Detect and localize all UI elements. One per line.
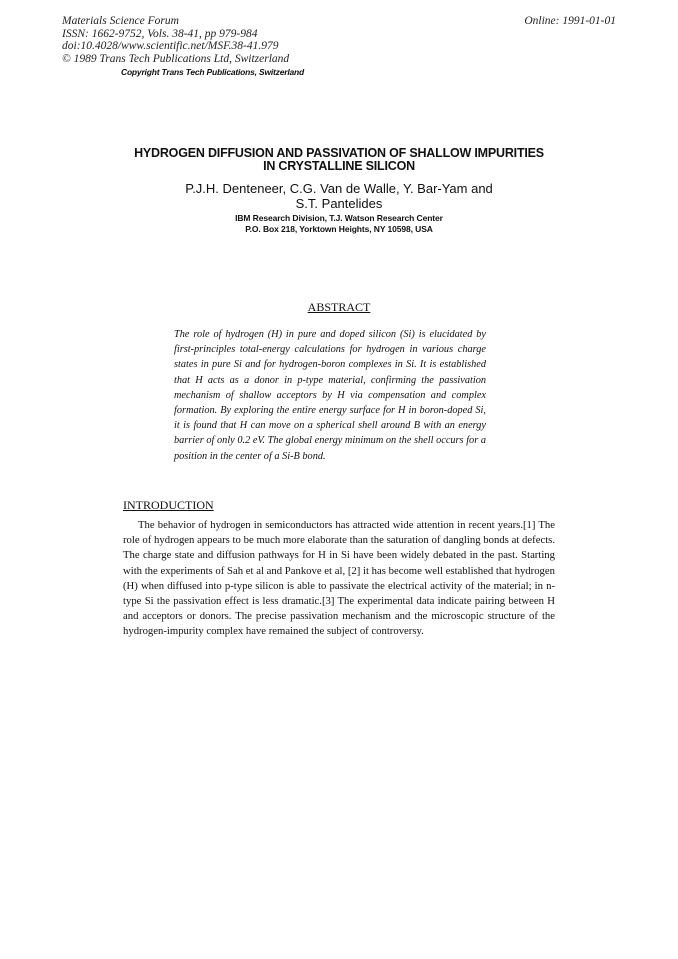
affiliation-line-2: P.O. Box 218, Yorktown Heights, NY 10598, USA [245,223,433,234]
author-list [0,182,678,211]
abstract-text: The role of hydrogen (H) in pure and doped silicon (Si) is elucidated by first-principles total-energy calculations for hydrogen in various charge states in pure Si and for hydrogen-boron complexes in Si. It is established that H acts as a donor in p-type material, confirming the passivation mechanism of shallow acceptors by H via compensation and complex formation. By exploring the entire energy surface for H in boron-doped Si, it is found that H can move on a spherical shell around B with an energy barrier of only 0.2 eV. The global energy minimum on the shell occurs for a position in the center of a Si-B bond. [174,329,486,462]
authors-line-2: S.T. Pantelides [295,195,383,211]
paper-title [0,147,678,173]
doi-line: doi:10.4028/www.scientific.net/MSF.38-41.979 [62,40,279,52]
affiliation-line-1: IBM Research Division, T.J. Watson Research Center [235,213,443,223]
issn-line: ISSN: 1662-9752, Vols. 38-41, pp 979-984 [62,27,258,40]
affiliation [0,213,678,234]
copyright-line: © 1989 Trans Tech Publications Ltd, Switzerland [62,52,290,65]
copyright-stamp: Copyright Trans Tech Publications, Switzerland [121,67,305,77]
title-line-1: HYDROGEN DIFFUSION AND PASSIVATION OF SHALLOW IMPURITIES [134,146,544,160]
journal-name: Materials Science Forum [62,15,179,27]
abstract-heading: ABSTRACT [307,300,371,314]
title-line-2: IN CRYSTALLINE SILICON [263,159,415,173]
online-date: Online: 1991-01-01 [524,15,616,27]
introduction-text: The behavior of hydrogen in semiconductors has attracted wide attention in recent years.[1] The role of hydrogen appears to be much more elaborate than the saturation of dangling bonds at defects. The charge state and diffusion pathways for H in Si have been widely debated in the past. Starting with the experiments of Sah et al and Pankove et al, [2] it has become well established that hydrogen (H) when diffused into p-type silicon is able to passivate the electrical activity of the material; in n-type Si the passivation effect is less dramatic.[3] The experimental data indicate pairing between H and acceptors or donors. The precise passivation mechanism and the microscopic structure of the hydrogen-impurity complex have remained the subject of controversy. [123,519,555,638]
authors-line-1: P.J.H. Denteneer, C.G. Van de Walle, Y. Bar-Yam and [185,181,493,196]
introduction-heading: INTRODUCTION [123,498,214,512]
publication-metadata [62,15,289,65]
